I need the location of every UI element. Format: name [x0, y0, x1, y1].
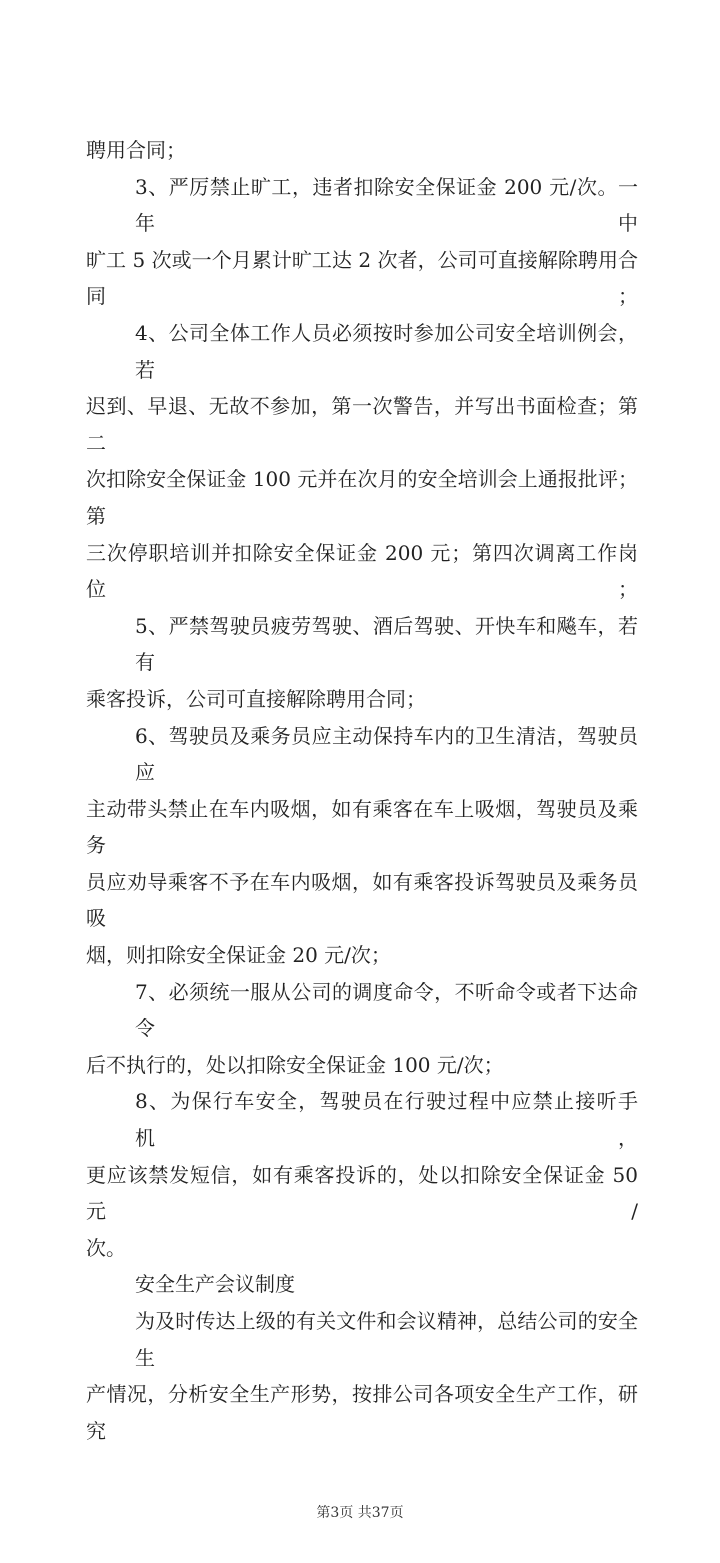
text-line: 8、为保行车安全，驾驶员在行驶过程中应禁止接听手机，	[135, 1089, 638, 1151]
text-line: 后不执行的，处以扣除安全保证金 100 元/次；	[86, 1052, 504, 1077]
text-line: 乘客投诉，公司可直接解除聘用合同；	[86, 686, 426, 711]
page-number-footer: 第3页 共37页	[316, 1505, 404, 1522]
text-line: 主动带头禁止在车内吸烟，如有乘客在车上吸烟，驾驶员及乘务	[86, 796, 638, 858]
text-line: 三次停职培训并扣除安全保证金 200 元；第四次调离工作岗位；	[86, 540, 638, 602]
text-line: 迟到、早退、无故不参加，第一次警告，并写出书面检查；第二	[86, 394, 638, 455]
text-line: 聘用合同；	[86, 138, 186, 162]
text-line: 6、驾驶员及乘务员应主动保持车内的卫生清洁，驾驶员应	[135, 723, 638, 785]
text-line: 产情况，分析安全生产形势，按排公司各项安全生产工作，研究	[86, 1382, 638, 1443]
text-line: 更应该禁发短信，如有乘客投诉的，处以扣除安全保证金 50 元/	[86, 1162, 638, 1224]
text-line: 为及时传达上级的有关文件和会议精神，总结公司的安全生	[135, 1309, 638, 1370]
text-line: 7、必须统一服从公司的调度命令，不听命令或者下达命令	[135, 979, 638, 1041]
text-line: 次。	[86, 1235, 126, 1260]
text-line: 旷工 5 次或一个月累计旷工达 2 次者，公司可直接解除聘用合同；	[86, 247, 638, 309]
text-line: 员应劝导乘客不予在车内吸烟，如有乘客投诉驾驶员及乘务员吸	[86, 869, 638, 931]
text-line: 5、严禁驾驶员疲劳驾驶、酒后驾驶、开快车和飚车，若有	[135, 613, 638, 675]
text-line: 3、严厉禁止旷工，违者扣除安全保证金 200 元/次。一年中	[135, 174, 638, 236]
document-body	[86, 132, 638, 1449]
text-line: 4、公司全体工作人员必须按时参加公司安全培训例会，若	[135, 320, 638, 382]
text-line: 安全生产会议制度	[135, 1272, 295, 1297]
text-line: 次扣除安全保证金 100 元并在次月的安全培训会上通报批评；第	[86, 467, 638, 528]
text-line: 烟，则扣除安全保证金 20 元/次；	[86, 943, 391, 968]
